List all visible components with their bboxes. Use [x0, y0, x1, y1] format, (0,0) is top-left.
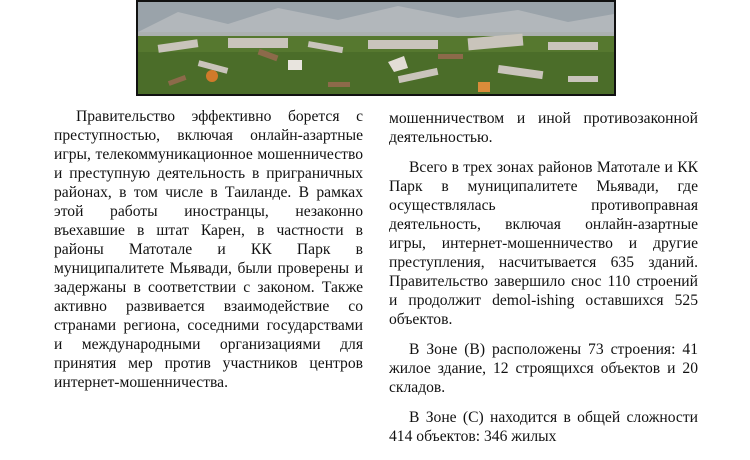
right-paragraph-buildings-total: Всего в трех зонах районов Матотале и КК Парк в муниципалитете Мьявади, где осуществлялась противоправная деятельность, включая онлайн-азартные игры, интернет-мошенничество и другие преступления, насчитывается 635 зданий. Правительство завершило снос 110 строений и продолжит demol-ishing оставшихся 525 объектов.: [389, 159, 698, 328]
left-column: [54, 107, 363, 392]
right-column: [389, 109, 698, 446]
right-paragraph-continuation: мошенничеством и иной противозаконной деятельностью.: [389, 110, 698, 146]
demolition-site-photo: [136, 0, 616, 96]
right-paragraph-zone-b: В Зоне (В) расположены 73 строения: 41 жилое здание, 12 строящихся объектов и 20 складов.: [389, 341, 698, 396]
right-paragraph-zone-c: В Зоне (С) находится в общей сложности 414 объектов: 346 жилых: [389, 409, 698, 445]
left-paragraph: Правительство эффективно борется с преступностью, включая онлайн-азартные игры, телекоммуникационное мошенничество и преступную деятельность в приграничных районах, в том числе в Таиланде. В рамках этой работы иностранцы, незаконно въехавшие в штат Карен, в частности в районы Матотале и КК Парк в муниципалитете Мьявади, были проверены и задержаны в соответствии с законом. Также активно развивается взаимодействие со странами региона, соседними государствами и международными организациями для принятия мер против участников центров интернет-мошенничества.: [54, 108, 363, 391]
